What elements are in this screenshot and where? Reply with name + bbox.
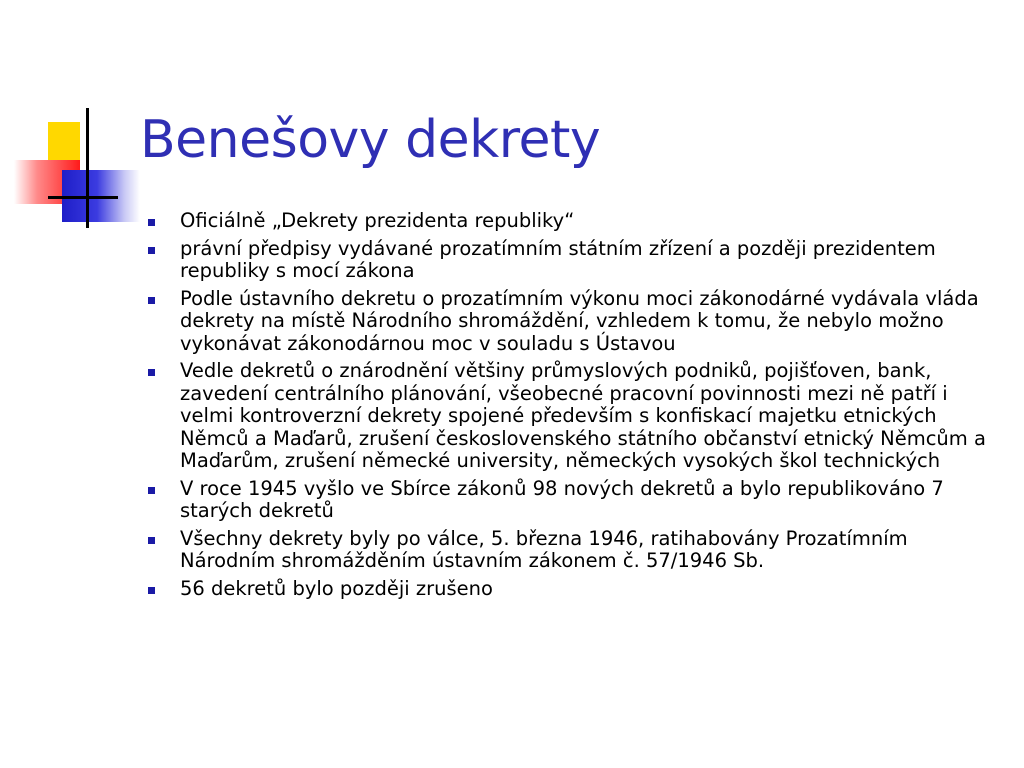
bullet-text: V roce 1945 vyšlo ve Sbírce zákonů 98 nových dekretů a bylo republikováno 7 starých dekretů	[180, 476, 944, 522]
square-bullet-icon	[148, 297, 155, 304]
bullet-text: Oficiálně „Dekrety prezidenta republiky“	[180, 209, 575, 232]
square-bullet-icon	[148, 537, 155, 544]
bullet-item	[146, 578, 992, 601]
bullet-text: 56 dekretů bylo později zrušeno	[180, 576, 493, 600]
bullet-item	[146, 238, 992, 283]
bullet-item	[146, 528, 992, 573]
slide-title: Benešovy dekrety	[140, 110, 601, 170]
vertical-line-decoration	[86, 108, 89, 228]
square-bullet-icon	[148, 587, 155, 594]
square-bullet-icon	[148, 369, 155, 376]
square-bullet-icon	[148, 219, 155, 226]
square-bullet-icon	[148, 247, 155, 254]
bullet-item	[146, 478, 992, 523]
bullet-text: Podle ústavního dekretu o prozatímním výkonu moci zákonodárné vydávala vláda dekrety na místě Národního shromáždění, vzhledem k tomu, že nebylo možno vykonávat zákonodárnou moc v souladu s Ústavou	[180, 286, 979, 355]
bullet-list	[146, 210, 992, 605]
bullet-text: právní předpisy vydávané prozatímním státním zřízení a později prezidentem republiky s mocí zákona	[180, 236, 936, 282]
bullet-text: Všechny dekrety byly po válce, 5. března 1946, ratihabovány Prozatímním Národním shromážděním ústavním zákonem č. 57/1946 Sb.	[180, 526, 908, 572]
yellow-square-decoration	[48, 122, 80, 160]
bullet-item	[146, 360, 992, 473]
horizontal-line-decoration	[48, 196, 118, 199]
bullet-item	[146, 288, 992, 356]
bullet-text: Vedle dekretů o znárodnění většiny průmyslových podniků, pojišťoven, bank, zavedení centrálního plánování, všeobecné pracovní povinnosti mezi ně patří i velmi kontroverzní dekrety spojené především s konfiskací majetku etnických Němců a Maďarů, zrušení československého státního občanství etnický Němcům a Maďarům, zrušení německé university, německých vysokých škol technických	[180, 359, 986, 472]
square-bullet-icon	[148, 487, 155, 494]
bullet-item	[146, 210, 992, 233]
